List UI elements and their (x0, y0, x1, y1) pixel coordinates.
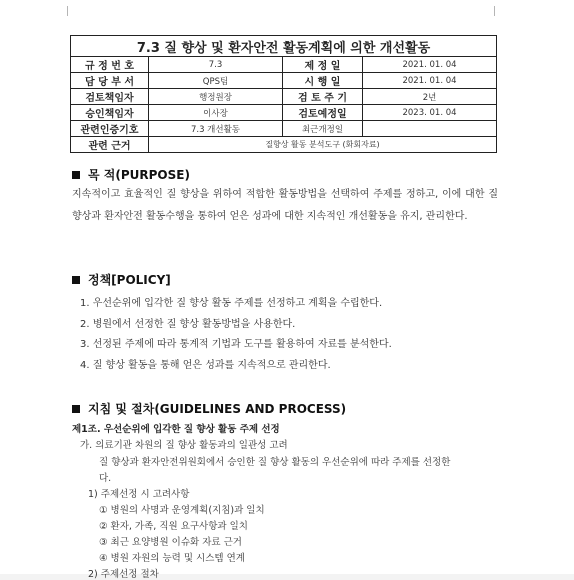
policy-item-1: 1. 우선순위에 입각한 질 향상 활동 주제를 선정하고 계획을 수립한다. (80, 298, 383, 309)
square-bullet-icon (72, 405, 80, 413)
crop-mark-left (55, 6, 68, 16)
item-1-title: 1) 주제선정 시 고려사항 (88, 489, 190, 500)
square-bullet-icon (72, 171, 80, 179)
crop-mark-right (494, 6, 507, 16)
value-rule-number: 7.3 (149, 57, 283, 73)
section-ga-body-line-1: 질 향상과 환자안전위원회에서 승인한 질 향상 활동의 우선순위에 따라 주제를 선정한 (99, 457, 451, 468)
label-last-revision: 최근개정일 (283, 121, 363, 137)
value-review-cycle: 2년 (363, 89, 497, 105)
circle-item-2: ② 환자, 가족, 직원 요구사항과 일치 (99, 521, 248, 532)
value-reviewer: 행정원장 (149, 89, 283, 105)
label-review-cycle: 검 토 주 기 (283, 89, 363, 105)
item-2-title: 2) 주제선정 절차 (88, 569, 159, 580)
policy-item-3: 3. 선정된 주제에 따라 통계적 기법과 도구를 활용하여 자료를 분석한다. (80, 339, 392, 350)
label-accreditation-code: 관련인증기호 (71, 121, 149, 137)
value-next-review: 2023. 01. 04 (363, 105, 497, 121)
guidelines-heading (72, 400, 346, 417)
label-department: 담 당 부 서 (71, 73, 149, 89)
document-info-table (70, 35, 497, 153)
value-department: QPS팀 (149, 73, 283, 89)
purpose-heading (72, 166, 190, 183)
circle-item-3: ③ 최근 요양병원 이슈화 자료 근거 (99, 537, 242, 548)
label-rule-number: 규 정 번 호 (71, 57, 149, 73)
label-reviewer: 검토책임자 (71, 89, 149, 105)
label-related-basis: 관련 근거 (71, 137, 149, 153)
policy-heading-text: 정책[POLICY] (88, 273, 171, 287)
policy-item-2: 2. 병원에서 선정한 질 향상 활동방법을 사용한다. (80, 319, 296, 330)
label-effective-date: 시 행 일 (283, 73, 363, 89)
label-enactment-date: 제 정 일 (283, 57, 363, 73)
article-1-title: 제1조. 우선순위에 입각한 질 향상 활동 주제 선정 (72, 424, 280, 435)
value-last-revision (363, 121, 497, 137)
label-approver: 승인책임자 (71, 105, 149, 121)
purpose-heading-text: 목 적(PURPOSE) (88, 168, 190, 182)
section-ga-body-line-2: 다. (99, 473, 112, 484)
value-approver: 이사장 (149, 105, 283, 121)
document-title: 7.3 질 향상 및 환자안전 활동계획에 의한 개선활동 (71, 36, 497, 57)
circle-item-1: ① 병원의 사명과 운영계획(지침)과 일치 (99, 505, 265, 516)
section-ga: 가. 의료기관 차원의 질 향상 활동과의 일관성 고려 (80, 440, 288, 451)
value-enactment-date: 2021. 01. 04 (363, 57, 497, 73)
circle-item-4: ④ 병원 자원의 능력 및 시스템 연계 (99, 553, 245, 564)
policy-heading (72, 271, 171, 288)
purpose-body: 지속적이고 효율적인 질 향상을 위하여 적합한 활동방법을 선택하여 주제를 정하고, 이에 대한 질 향상과 환자안전 활동수행을 통하여 얻은 성과에 대한 지속적인 개선활동을 유지, 관리한다. (72, 189, 498, 222)
value-accreditation-code: 7.3 개선활동 (149, 121, 283, 137)
value-effective-date: 2021. 01. 04 (363, 73, 497, 89)
guidelines-heading-text: 지침 및 절차(GUIDELINES AND PROCESS) (88, 402, 347, 416)
label-next-review: 검토예정일 (283, 105, 363, 121)
value-related-basis: 질향상 활동 분석도구 (화회자료) (149, 137, 497, 153)
square-bullet-icon (72, 276, 80, 284)
policy-item-4: 4. 질 향상 활동을 통해 얻은 성과를 지속적으로 관리한다. (80, 360, 331, 371)
